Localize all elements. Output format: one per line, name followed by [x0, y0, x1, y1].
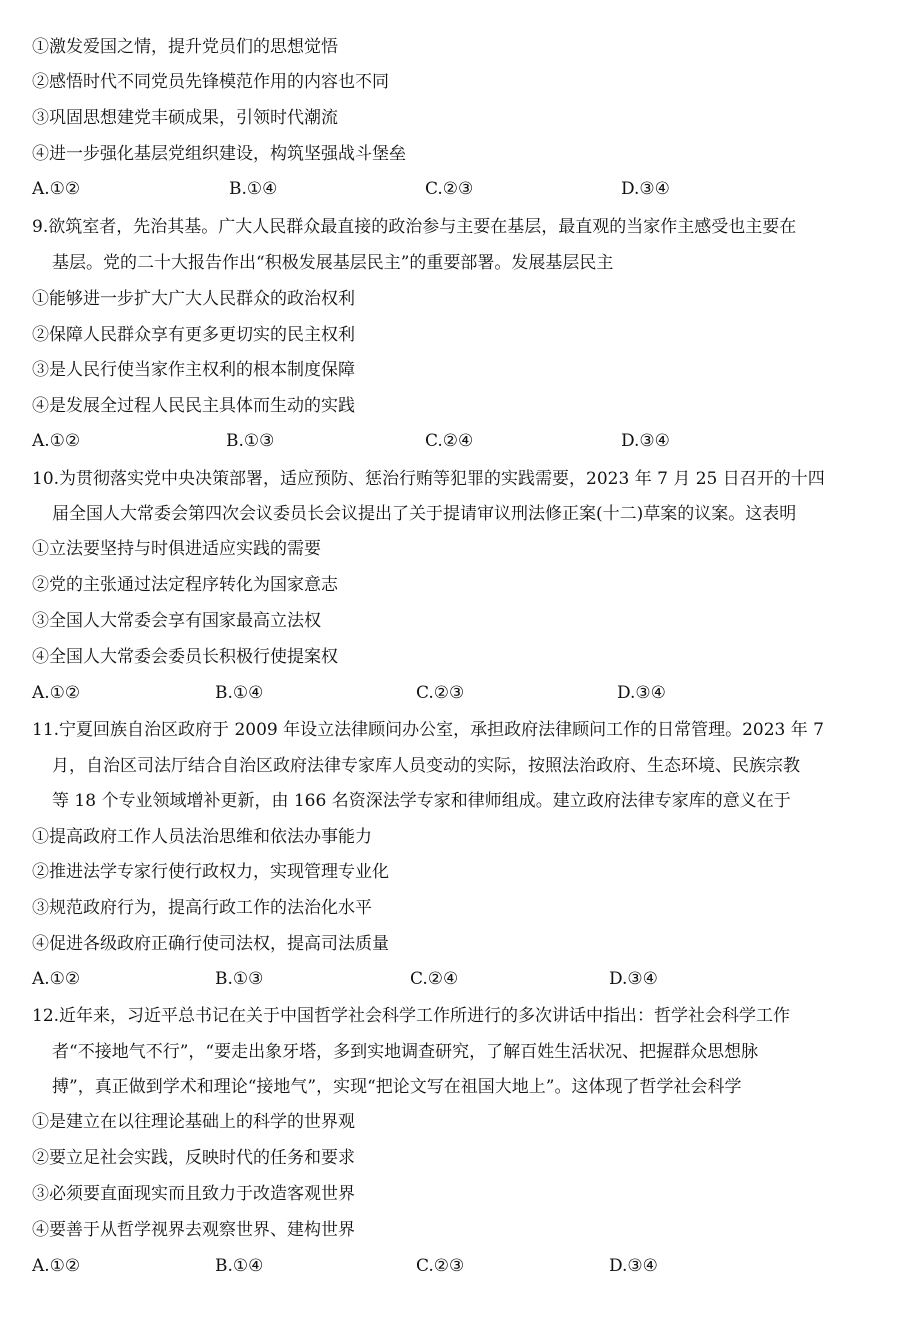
- question-11-stem-line-3: 等 18 个专业领域增补更新，由 166 名资深法学专家和律师组成。建立政府法律专家库的意义在于: [52, 791, 791, 811]
- options-row-8: [0, 179, 900, 199]
- options-row-9: [0, 431, 900, 451]
- option-c[interactable]: C.②③: [425, 179, 474, 199]
- statement-10-4: ④全国人大常委会委员长积极行使提案权: [32, 647, 338, 667]
- options-row-12: [0, 1256, 900, 1276]
- statement-12-2: ②要立足社会实践，反映时代的任务和要求: [32, 1148, 355, 1168]
- option-c[interactable]: C.②③: [416, 1256, 465, 1276]
- question-9-stem-line-1: 9.欲筑室者，先治其基。广大人民群众最直接的政治参与主要在基层，最直观的当家作主感受也主要在: [32, 217, 797, 237]
- statement-10-3: ③全国人大常委会享有国家最高立法权: [32, 611, 321, 631]
- statement-11-3: ③规范政府行为，提高行政工作的法治化水平: [32, 898, 372, 918]
- option-d[interactable]: D.③④: [621, 431, 670, 451]
- question-11-stem-line-1: 11.宁夏回族自治区政府于 2009 年设立法律顾问办公室，承担政府法律顾问工作的日常管理。2023 年 7: [32, 720, 824, 740]
- statement-11-1: ①提高政府工作人员法治思维和依法办事能力: [32, 827, 372, 847]
- option-b[interactable]: B.①④: [215, 683, 264, 703]
- question-10-stem-line-1: 10.为贯彻落实党中央决策部署，适应预防、惩治行贿等犯罪的实践需要，2023 年 7 月 25 日召开的十四: [32, 469, 825, 489]
- option-a[interactable]: A.①②: [32, 969, 81, 989]
- statement-12-4: ④要善于从哲学视界去观察世界、建构世界: [32, 1220, 355, 1240]
- statement-12-3: ③必须要直面现实而且致力于改造客观世界: [32, 1184, 355, 1204]
- statement-9-4: ④是发展全过程人民民主具体而生动的实践: [32, 396, 355, 416]
- option-d[interactable]: D.③④: [617, 683, 666, 703]
- option-c[interactable]: C.②④: [410, 969, 459, 989]
- statement-9-3: ③是人民行使当家作主权利的根本制度保障: [32, 360, 355, 380]
- option-c[interactable]: C.②③: [416, 683, 465, 703]
- statement-10-2: ②党的主张通过法定程序转化为国家意志: [32, 575, 338, 595]
- statement-8-3: ③巩固思想建党丰硕成果，引领时代潮流: [32, 108, 338, 128]
- question-12-stem-line-2: 者“不接地气不行”，“要走出象牙塔，多到实地调查研究，了解百姓生活状况、把握群众思想脉: [52, 1042, 759, 1062]
- option-c[interactable]: C.②④: [425, 431, 474, 451]
- option-d[interactable]: D.③④: [609, 969, 658, 989]
- statement-8-2: ②感悟时代不同党员先锋模范作用的内容也不同: [32, 72, 389, 92]
- option-b[interactable]: B.①③: [215, 969, 264, 989]
- statement-9-1: ①能够进一步扩大广大人民群众的政治权利: [32, 289, 355, 309]
- question-11-stem-line-2: 月，自治区司法厅结合自治区政府法律专家库人员变动的实际，按照法治政府、生态环境、民族宗教: [52, 756, 800, 776]
- option-a[interactable]: A.①②: [32, 431, 81, 451]
- option-b[interactable]: B.①③: [226, 431, 275, 451]
- option-d[interactable]: D.③④: [609, 1256, 658, 1276]
- statement-8-1: ①激发爱国之情，提升党员们的思想觉悟: [32, 37, 338, 57]
- statement-11-2: ②推进法学专家行使行政权力，实现管理专业化: [32, 862, 389, 882]
- statement-8-4: ④进一步强化基层党组织建设，构筑坚强战斗堡垒: [32, 144, 406, 164]
- option-b[interactable]: B.①④: [229, 179, 278, 199]
- option-a[interactable]: A.①②: [32, 179, 81, 199]
- statement-10-1: ①立法要坚持与时俱进适应实践的需要: [32, 539, 321, 559]
- statement-12-1: ①是建立在以往理论基础上的科学的世界观: [32, 1112, 355, 1132]
- options-row-10: [0, 683, 900, 703]
- option-b[interactable]: B.①④: [215, 1256, 264, 1276]
- question-10-stem-line-2: 届全国人大常委会第四次会议委员长会议提出了关于提请审议刑法修正案(十二)草案的议案。这表明: [52, 504, 797, 524]
- option-a[interactable]: A.①②: [32, 683, 81, 703]
- statement-9-2: ②保障人民群众享有更多更切实的民主权利: [32, 325, 355, 345]
- question-12-stem-line-1: 12.近年来，习近平总书记在关于中国哲学社会科学工作所进行的多次讲话中指出：哲学社会科学工作: [32, 1006, 791, 1026]
- option-d[interactable]: D.③④: [621, 179, 670, 199]
- statement-11-4: ④促进各级政府正确行使司法权，提高司法质量: [32, 934, 389, 954]
- option-a[interactable]: A.①②: [32, 1256, 81, 1276]
- options-row-11: [0, 969, 900, 989]
- question-9-stem-line-2: 基层。党的二十大报告作出“积极发展基层民主”的重要部署。发展基层民主: [52, 253, 614, 273]
- question-12-stem-line-3: 搏”，真正做到学术和理论“接地气”，实现“把论文写在祖国大地上”。这体现了哲学社会科学: [52, 1077, 742, 1097]
